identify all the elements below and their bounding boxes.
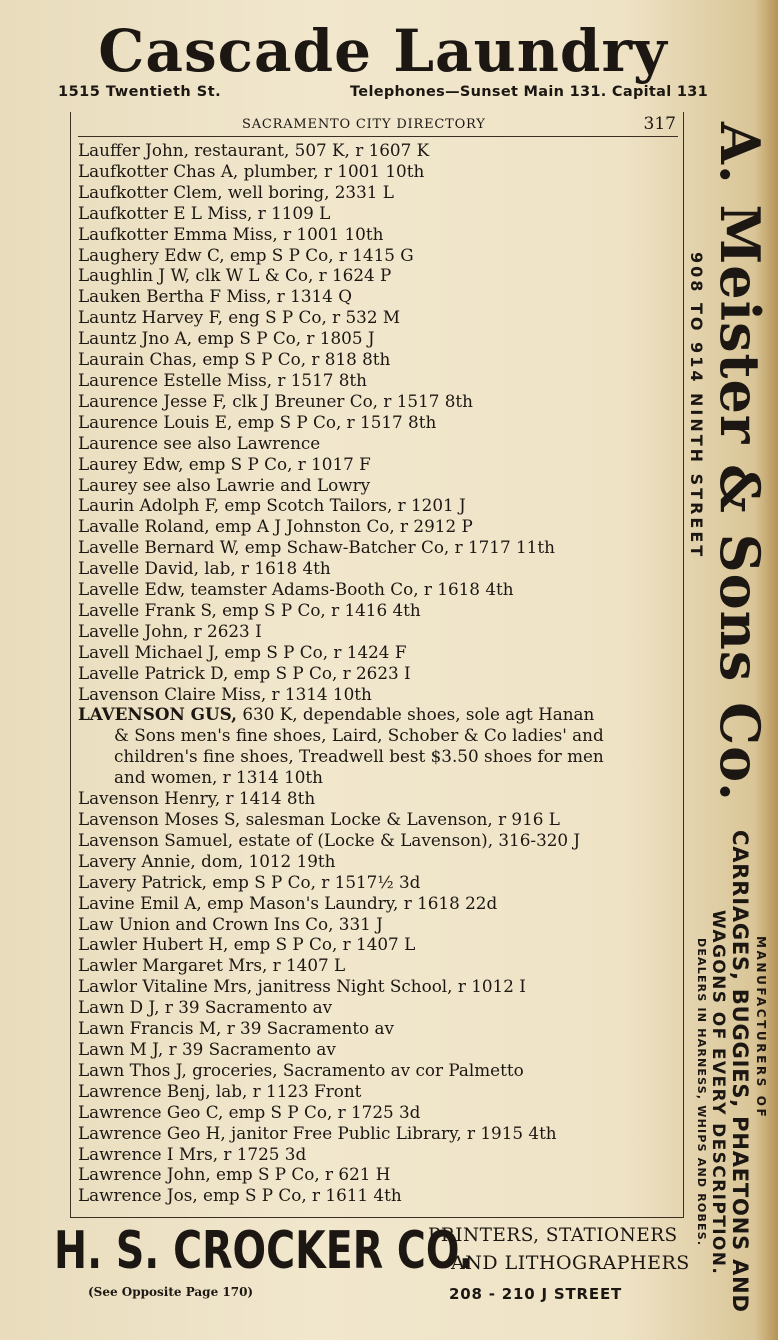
list-item: Lauken Bertha F Miss, r 1314 Q bbox=[78, 286, 352, 307]
list-item: Lavenson Claire Miss, r 1314 10th bbox=[78, 683, 372, 704]
list-item: Lawn M J, r 39 Sacramento av bbox=[78, 1038, 336, 1059]
ad-brand-cascade-laundry: Cascade Laundry bbox=[98, 17, 668, 85]
featured-entry-line: children's fine shoes, Treadwell best $3.50 shoes for men bbox=[114, 746, 604, 767]
featured-entry bbox=[78, 704, 678, 725]
list-item: Lawler Margaret Mrs, r 1407 L bbox=[78, 955, 346, 976]
list-item: Laufkotter Clem, well boring, 2331 L bbox=[78, 181, 394, 202]
list-item: Laughery Edw C, emp S P Co, r 1415 G bbox=[78, 244, 414, 265]
directory-listing bbox=[78, 140, 678, 1206]
list-item: Lawn Francis M, r 39 Sacramento av bbox=[78, 1018, 394, 1039]
bottom-divider bbox=[70, 1217, 684, 1218]
featured-entry-line: and women, r 1314 10th bbox=[114, 767, 323, 788]
list-item: Laurence see also Lawrence bbox=[78, 432, 321, 453]
ad-crocker-street: 208 - 210 J STREET bbox=[449, 1285, 623, 1303]
list-item: Lavery Patrick, emp S P Co, r 1517½ 3d bbox=[78, 871, 421, 892]
list-item: Lavelle Bernard W, emp Schaw-Batcher Co, r 1717 11th bbox=[78, 537, 555, 558]
list-item: Laurin Adolph F, emp Scotch Tailors, r 1201 J bbox=[78, 495, 466, 516]
list-item: Lawrence Benj, lab, r 1123 Front bbox=[78, 1080, 362, 1101]
directory-title: SACRAMENTO CITY DIRECTORY bbox=[242, 117, 486, 132]
ad-see-opposite: (See Opposite Page 170) bbox=[88, 1285, 254, 1299]
ad-meister-address: 908 TO 914 NINTH STREET bbox=[687, 252, 706, 560]
list-item: Laurain Chas, emp S P Co, r 818 8th bbox=[78, 349, 391, 370]
list-item: Lavalle Roland, emp A J Johnston Co, r 2912 P bbox=[78, 516, 473, 537]
featured-entry-line: & Sons men's fine shoes, Laird, Schober & Co ladies' and bbox=[114, 725, 604, 746]
running-header bbox=[78, 114, 678, 137]
list-item: Lawrence Geo H, janitor Free Public Library, r 1915 4th bbox=[78, 1122, 557, 1143]
list-item: Laurence Louis E, emp S P Co, r 1517 8th bbox=[78, 411, 437, 432]
list-item: Laufkotter Emma Miss, r 1001 10th bbox=[78, 223, 384, 244]
list-item: Lawrence Geo C, emp S P Co, r 1725 3d bbox=[78, 1101, 421, 1122]
list-item: Lavelle Frank S, emp S P Co, r 1416 4th bbox=[78, 599, 421, 620]
list-item: Lavenson Henry, r 1414 8th bbox=[78, 788, 316, 809]
list-item: Lavery Annie, dom, 1012 19th bbox=[78, 850, 336, 871]
list-item: Launtz Jno A, emp S P Co, r 1805 J bbox=[78, 328, 375, 349]
ad-carriages-line: CARRIAGES, BUGGIES, PHAETONS AND bbox=[728, 830, 752, 1313]
featured-entry-first-line: 630 K, dependable shoes, sole agt Hanan bbox=[237, 704, 595, 725]
list-item: Lavine Emil A, emp Mason's Laundry, r 1618 22d bbox=[78, 892, 498, 913]
list-item: Launtz Harvey F, eng S P Co, r 532 M bbox=[78, 307, 401, 328]
meister-sons-ad bbox=[687, 118, 778, 1313]
list-item: Lawrence John, emp S P Co, r 621 H bbox=[78, 1164, 391, 1185]
list-item: Laufkotter E L Miss, r 1109 L bbox=[78, 202, 331, 223]
ad-telephones: Telephones—Sunset Main 131. Capital 131 bbox=[350, 84, 708, 100]
list-item: Lavenson Moses S, salesman Locke & Lavenson, r 916 L bbox=[78, 809, 560, 829]
list-item: Lavenson Samuel, estate of (Locke & Lavenson), 316-320 J bbox=[78, 829, 581, 850]
list-item: Laurence Jesse F, clk J Breuner Co, r 1517 8th bbox=[78, 390, 473, 411]
list-item: Laurence Estelle Miss, r 1517 8th bbox=[78, 369, 367, 390]
ad-printers-stationers: PRINTERS, STATIONERS bbox=[428, 1224, 678, 1246]
list-item: Laufkotter Chas A, plumber, r 1001 10th bbox=[78, 160, 425, 181]
list-item: Lavelle David, lab, r 1618 4th bbox=[78, 558, 331, 579]
list-item: Lawlor Vitaline Mrs, janitress Night School, r 1012 I bbox=[78, 976, 526, 997]
list-item: Laurey see also Lawrie and Lowry bbox=[78, 474, 371, 495]
list-item: Lauffer John, restaurant, 507 K, r 1607 K bbox=[78, 140, 430, 160]
ad-company-meister: A. Meister & Sons Co. bbox=[708, 122, 772, 802]
list-item: Lawler Hubert H, emp S P Co, r 1407 L bbox=[78, 934, 416, 955]
ad-address: 1515 Twentieth St. bbox=[58, 84, 222, 100]
list-item: Law Union and Crown Ins Co, 331 J bbox=[78, 913, 383, 934]
list-item: Lavelle Edw, teamster Adams-Booth Co, r 1618 4th bbox=[78, 579, 514, 600]
list-item: Lawrence I Mrs, r 1725 3d bbox=[78, 1143, 307, 1164]
list-item: Laughlin J W, clk W L & Co, r 1624 P bbox=[78, 265, 392, 286]
list-item: Laurey Edw, emp S P Co, r 1017 F bbox=[78, 453, 371, 474]
list-item: Lavelle John, r 2623 I bbox=[78, 620, 262, 641]
featured-entry-name: LAVENSON GUS, bbox=[78, 704, 237, 725]
list-item: Lawrence Jos, emp S P Co, r 1611 4th bbox=[78, 1185, 402, 1206]
list-item: Lawn Thos J, groceries, Sacramento av cor Palmetto bbox=[78, 1059, 524, 1080]
ad-manufacturers-of: MANUFACTURERS OF bbox=[754, 936, 768, 1120]
list-item: Lawn D J, r 39 Sacramento av bbox=[78, 997, 333, 1018]
ad-company-crocker: H. S. CROCKER CO. bbox=[54, 1221, 474, 1281]
list-item: Lavelle Patrick D, emp S P Co, r 2623 I bbox=[78, 662, 411, 683]
cascade-laundry-ad bbox=[58, 14, 708, 108]
ad-wagons-line: WAGONS OF EVERY DESCRIPTION. bbox=[708, 910, 728, 1276]
page-number: 317 bbox=[643, 114, 676, 134]
ad-lithographers: AND LITHOGRAPHERS bbox=[451, 1252, 690, 1274]
ad-dealers-line: DEALERS IN HARNESS, WHIPS AND ROBES. bbox=[695, 938, 708, 1247]
list-item: Lavell Michael J, emp S P Co, r 1424 F bbox=[78, 641, 407, 662]
